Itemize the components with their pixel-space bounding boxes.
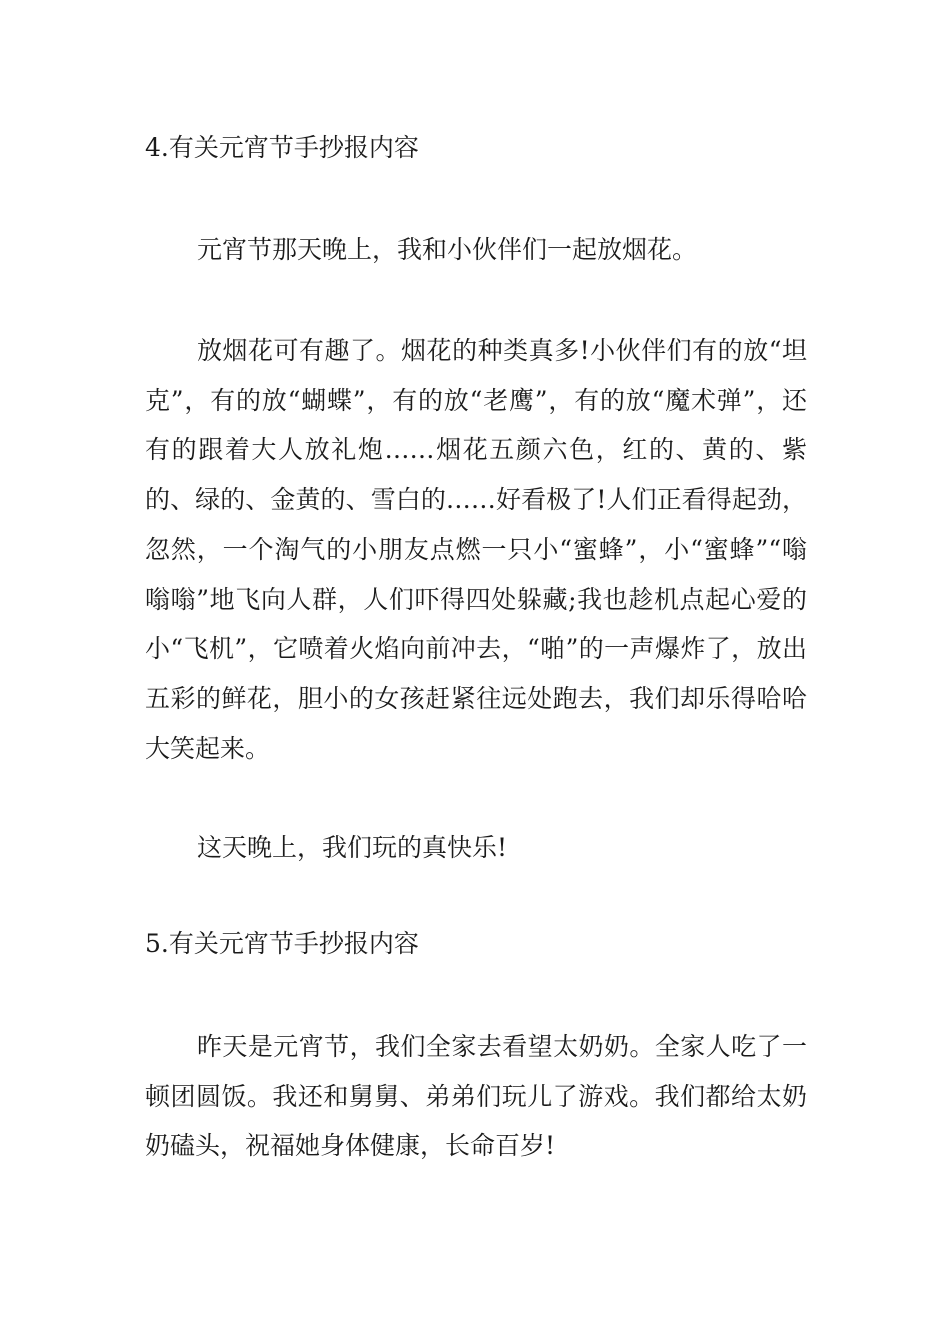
section-4-paragraph-3: 这天晚上，我们玩的真快乐!: [197, 833, 508, 862]
section-5-paragraph-1: 昨天是元宵节，我们全家去看望太奶奶。全家人吃了一顿团圆饭。我还和舅舅、弟弟们玩儿了游戏。我们都给太奶奶磕头，祝福她身体健康，长命百岁!: [145, 1032, 807, 1161]
section-4-paragraph-1: 元宵节那天晚上，我和小伙伴们一起放烟花。: [197, 235, 698, 264]
section-4-heading: 4.有关元宵节手抄报内容: [145, 133, 419, 162]
section-4-paragraph-2: 放烟花可有趣了。烟花的种类真多!小伙伴们有的放“坦克”，有的放“蝴蝶”，有的放“老鹰”，有的放“魔术弹”，还有的跟着大人放礼炮……烟花五颜六色，红的、黄的、紫的、绿的、金黄的、雪白的……好看极了!人们正看得起劲，忽然，一个淘气的小朋友点燃一只小“蜜蜂”，小“蜜蜂”“嗡嗡嗡”地飞向人群，人们吓得四处躲藏;我也趁机点起心爱的小“飞机”，它喷着火焰向前冲去，“啪”的一声爆炸了，放出五彩的鲜花，胆小的女孩赶紧往远处跑去，我们却乐得哈哈大笑起来。: [145, 336, 807, 763]
section-5-heading: 5.有关元宵节手抄报内容: [145, 929, 419, 958]
